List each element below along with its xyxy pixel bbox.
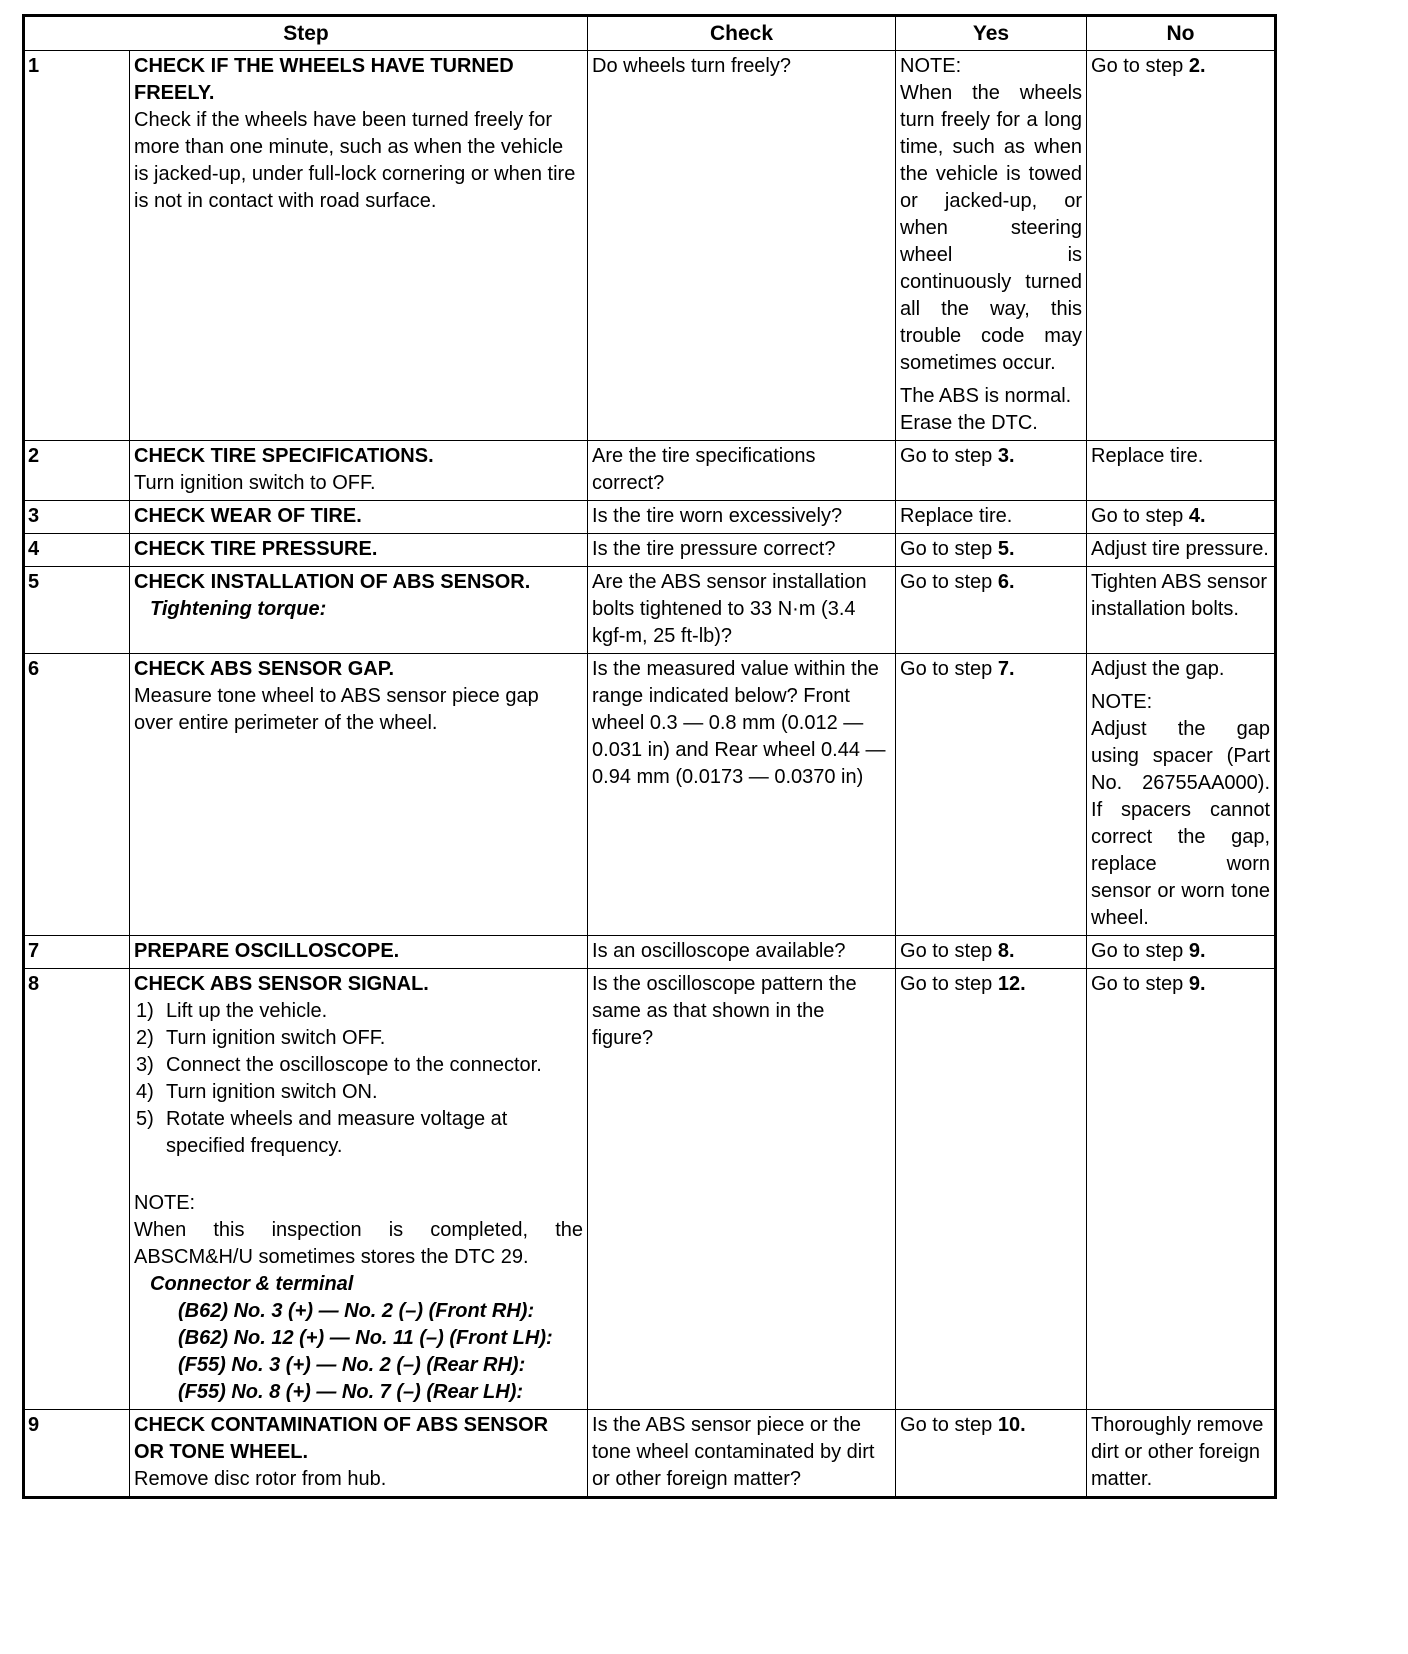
table-row — [24, 501, 1276, 534]
goto-step: 9. — [1188, 940, 1206, 962]
step-title: CHECK TIRE PRESSURE. — [134, 538, 378, 560]
step-cell — [130, 567, 588, 654]
goto-step: 3. — [997, 445, 1015, 467]
spec-label: Tightening torque: — [150, 598, 327, 620]
spec-item: (B62) No. 3 (+) — No. 2 (–) (Front RH): — [178, 1300, 535, 1322]
check-cell: Is the tire worn excessively? — [588, 501, 896, 534]
header-step: Step — [24, 16, 588, 51]
no-cell — [1087, 936, 1276, 969]
diagnostic-table — [22, 14, 1277, 1499]
table-row — [24, 1410, 1276, 1498]
goto-prefix: Go to step — [900, 538, 998, 560]
step-number: 8 — [24, 969, 130, 1410]
step-title: CHECK WEAR OF TIRE. — [134, 505, 362, 527]
step-title: CHECK IF THE WHEELS HAVE TURNED FREELY. — [134, 55, 514, 104]
table-row — [24, 567, 1276, 654]
table-row — [24, 441, 1276, 501]
note-label: NOTE: — [900, 55, 962, 77]
goto-prefix: Go to step — [1091, 55, 1189, 77]
procedure-item: 3) Connect the oscilloscope to the connector. — [136, 1054, 542, 1076]
step-number: 7 — [24, 936, 130, 969]
no-cell: Replace tire. — [1087, 441, 1276, 501]
goto-prefix: Go to step — [900, 658, 998, 680]
step-title: CHECK ABS SENSOR SIGNAL. — [134, 973, 429, 995]
step-title: CHECK ABS SENSOR GAP. — [134, 658, 395, 680]
step-number: 9 — [24, 1410, 130, 1498]
header-check: Check — [588, 16, 896, 51]
step-number: 3 — [24, 501, 130, 534]
table-row — [24, 51, 1276, 441]
procedure-item: 2) Turn ignition switch OFF. — [136, 1027, 386, 1049]
step-cell — [130, 969, 588, 1410]
check-cell: Is the oscilloscope pattern the same as that shown in the figure? — [588, 969, 896, 1410]
step-description: Measure tone wheel to ABS sensor piece gap over entire perimeter of the wheel. — [134, 685, 539, 734]
no-cell: Thoroughly remove dirt or other foreign matter. — [1087, 1410, 1276, 1498]
procedure-item: 1) Lift up the vehicle. — [136, 1000, 328, 1022]
yes-cell — [896, 51, 1087, 441]
goto-step: 12. — [997, 973, 1026, 995]
step-cell — [130, 654, 588, 936]
check-cell: Are the ABS sensor installation bolts tightened to 33 N·m (3.4 kgf-m, 25 ft-lb)? — [588, 567, 896, 654]
step-title: CHECK INSTALLATION OF ABS SENSOR. — [134, 571, 531, 593]
step-number: 2 — [24, 441, 130, 501]
step-title: PREPARE OSCILLOSCOPE. — [134, 940, 400, 962]
check-cell: Do wheels turn freely? — [588, 51, 896, 441]
no-cell — [1087, 969, 1276, 1410]
yes-cell — [896, 534, 1087, 567]
no-text: Adjust the gap. — [1091, 658, 1225, 680]
note-label: NOTE: — [1091, 691, 1153, 713]
goto-step: 8. — [997, 940, 1015, 962]
goto-step: 5. — [997, 538, 1015, 560]
step-description: Turn ignition switch to OFF. — [134, 472, 376, 494]
yes-cell — [896, 567, 1087, 654]
yes-cell — [896, 654, 1087, 936]
header-yes: Yes — [896, 16, 1087, 51]
no-cell: Tighten ABS sensor installation bolts. — [1087, 567, 1276, 654]
step-number: 6 — [24, 654, 130, 936]
table-row — [24, 969, 1276, 1410]
goto-step: 7. — [997, 658, 1015, 680]
no-cell: Adjust tire pressure. — [1087, 534, 1276, 567]
spec-label: Connector & terminal — [150, 1273, 354, 1295]
check-cell: Is the tire pressure correct? — [588, 534, 896, 567]
goto-step: 6. — [997, 571, 1015, 593]
no-cell — [1087, 654, 1276, 936]
header-row — [24, 16, 1276, 51]
check-cell: Are the tire specifications correct? — [588, 441, 896, 501]
yes-cell — [896, 969, 1087, 1410]
yes-cell — [896, 1410, 1087, 1498]
step-cell — [130, 1410, 588, 1498]
step-cell — [130, 936, 588, 969]
step-cell — [130, 441, 588, 501]
table-row — [24, 654, 1276, 936]
no-cell — [1087, 51, 1276, 441]
note-text: When the wheels turn freely for a long time, such as when the vehicle is towed or jacked-up, or when steering wheel is continuously turned all the way, this trouble code may sometimes occur. — [900, 82, 1083, 374]
yes-cell — [896, 441, 1087, 501]
goto-step: 2. — [1188, 55, 1206, 77]
goto-prefix: Go to step — [1091, 973, 1189, 995]
step-title: CHECK TIRE SPECIFICATIONS. — [134, 445, 434, 467]
goto-prefix: Go to step — [900, 1414, 998, 1436]
note-label: NOTE: — [134, 1192, 196, 1214]
step-number: 4 — [24, 534, 130, 567]
procedure-item: 5) Rotate wheels and measure voltage at specified frequency. — [136, 1108, 508, 1157]
goto-prefix: Go to step — [1091, 505, 1189, 527]
spec-item: (F55) No. 3 (+) — No. 2 (–) (Rear RH): — [178, 1354, 526, 1376]
check-cell: Is the measured value within the range indicated below? Front wheel 0.3 — 0.8 mm (0.012 — 0.031 in) and Rear wheel 0.44 — 0.94 mm (0.0173 — 0.0370 in) — [588, 654, 896, 936]
goto-prefix: Go to step — [900, 445, 998, 467]
step-description: Check if the wheels have been turned freely for more than one minute, such as when the vehicle is jacked-up, under full-lock cornering or when tire is not in contact with road surface. — [134, 109, 576, 212]
no-cell — [1087, 501, 1276, 534]
check-cell: Is the ABS sensor piece or the tone wheel contaminated by dirt or other foreign matter? — [588, 1410, 896, 1498]
goto-prefix: Go to step — [900, 940, 998, 962]
procedure-list — [134, 998, 583, 1160]
goto-prefix: Go to step — [900, 571, 998, 593]
spec-item: (B62) No. 12 (+) — No. 11 (–) (Front LH): — [178, 1327, 553, 1349]
step-cell — [130, 51, 588, 441]
yes-cell: Replace tire. — [896, 501, 1087, 534]
procedure-item: 4) Turn ignition switch ON. — [136, 1081, 378, 1103]
note-text: Adjust the gap using spacer (Part No. 26755AA000). If spacers cannot correct the gap, replace worn sensor or worn tone wheel. — [1091, 718, 1271, 929]
goto-prefix: Go to step — [900, 973, 998, 995]
step-cell — [130, 534, 588, 567]
spec-item: (F55) No. 8 (+) — No. 7 (–) (Rear LH): — [178, 1381, 524, 1403]
step-cell — [130, 501, 588, 534]
yes-cell — [896, 936, 1087, 969]
goto-step: 4. — [1188, 505, 1206, 527]
goto-prefix: Go to step — [1091, 940, 1189, 962]
step-description: Remove disc rotor from hub. — [134, 1468, 387, 1490]
table-row — [24, 534, 1276, 567]
table-row — [24, 936, 1276, 969]
goto-step: 10. — [997, 1414, 1026, 1436]
note-text: When this inspection is completed, the ABSCM&H/U sometimes stores the DTC 29. — [134, 1219, 584, 1268]
yes-text: The ABS is normal. Erase the DTC. — [900, 385, 1072, 434]
goto-step: 9. — [1188, 973, 1206, 995]
step-number: 5 — [24, 567, 130, 654]
check-cell: Is an oscilloscope available? — [588, 936, 896, 969]
step-number: 1 — [24, 51, 130, 441]
step-title: CHECK CONTAMINATION OF ABS SENSOR OR TONE WHEEL. — [134, 1414, 549, 1463]
header-no: No — [1087, 16, 1276, 51]
